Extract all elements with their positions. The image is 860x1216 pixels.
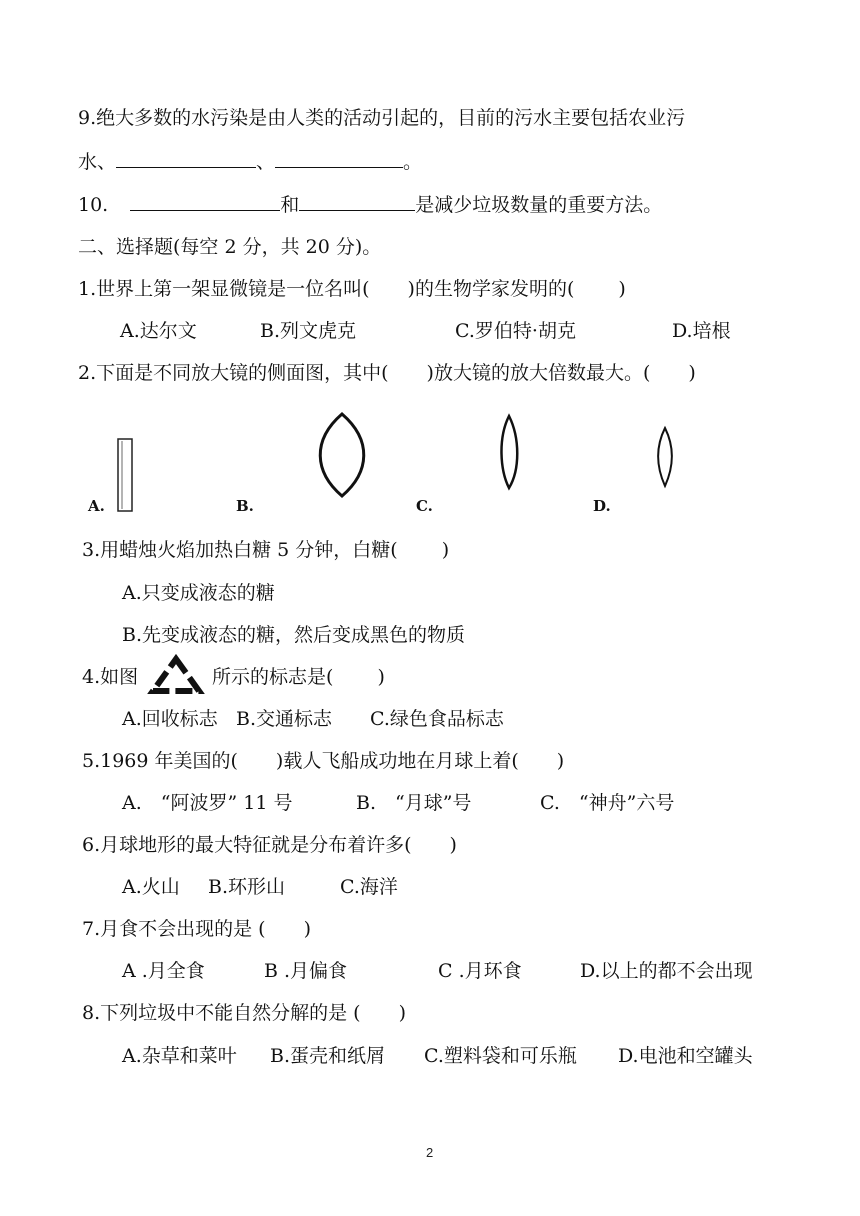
mc4-question-start: 4.如图 [82,666,139,688]
mc8-question: 8.下列垃圾中不能自然分解的是 ( ) [82,1002,406,1024]
lens-label-c[interactable]: C. [416,497,433,515]
recycle-symbol-icon [150,656,202,694]
mc2-question: 2.下面是不同放大镜的侧面图，其中( )放大镜的放大倍数最大。( ) [78,362,696,384]
lens-a-figure [112,435,142,515]
mc6-option-a[interactable]: A.火山 [122,876,180,898]
q9-blank-2[interactable] [275,149,403,168]
lens-label-b[interactable]: B. [236,497,254,515]
q10-rest: 是减少垃圾数量的重要方法。 [415,194,663,216]
lens-label-a[interactable]: A. [88,497,105,515]
mc8-option-a[interactable]: A.杂草和菜叶 [122,1045,237,1067]
mc5-option-b[interactable]: B. “月球”号 [356,792,472,814]
mc1-option-b[interactable]: B.列文虎克 [260,320,357,342]
mc4-option-a[interactable]: A.回收标志 [122,708,218,730]
mc5-option-a[interactable]: A. “阿波罗” 11 号 [122,792,293,814]
mc1-option-c[interactable]: C.罗伯特·胡克 [455,320,576,342]
q9-line2 [78,149,422,175]
q10-blank-1[interactable] [130,192,280,211]
lens-d-figure [652,426,678,488]
mc1-option-a[interactable]: A.达尔文 [120,320,197,342]
q10-and: 和 [280,194,300,216]
mc5-option-c[interactable]: C. “神舟”六号 [540,792,675,814]
mc3-option-a[interactable]: A.只变成液态的糖 [122,582,275,604]
mc8-option-d[interactable]: D.电池和空罐头 [618,1045,753,1067]
lens-c-figure [494,412,524,492]
mc6-option-c[interactable]: C.海洋 [340,876,398,898]
mc7-option-b[interactable]: B .月偏食 [264,960,348,982]
q9-line1: 9.绝大多数的水污染是由人类的活动引起的，目前的污水主要包括农业污 [78,107,686,129]
mc4-option-c[interactable]: C.绿色食品标志 [370,708,504,730]
lens-b-figure [312,410,372,500]
mc7-option-c[interactable]: C .月环食 [438,960,522,982]
mc6-option-b[interactable]: B.环形山 [208,876,286,898]
mc1-question: 1.世界上第一架显微镜是一位名叫( )的生物学家发明的( ) [78,278,626,300]
mc7-question: 7.月食不会出现的是 ( ) [82,918,311,940]
q10-line [78,192,662,218]
page-number: 2 [426,1145,434,1160]
mc8-option-c[interactable]: C.塑料袋和可乐瓶 [424,1045,577,1067]
mc8-option-b[interactable]: B.蛋壳和纸屑 [270,1045,386,1067]
mc6-question: 6.月球地形的最大特征就是分布着许多( ) [82,834,457,856]
q9-end: 。 [403,151,423,173]
mc1-option-d[interactable]: D.培根 [672,320,731,342]
q10-number: 10. [78,194,109,216]
mc3-question: 3.用蜡烛火焰加热白糖 5 分钟，白糖( ) [82,539,450,561]
mc3-option-b[interactable]: B.先变成液态的糖，然后变成黑色的物质 [122,624,466,646]
mc7-option-a[interactable]: A .月全食 [122,960,205,982]
lens-label-d[interactable]: D. [593,497,611,515]
mc4-question-end: 所示的标志是( ) [212,666,385,688]
section-2-heading: 二、选择题(每空 2 分，共 20 分)。 [78,236,382,258]
mc4-option-b[interactable]: B.交通标志 [236,708,333,730]
q9-sep: 、 [256,151,276,173]
q9-blank-1[interactable] [116,149,256,168]
mc7-option-d[interactable]: D.以上的都不会出现 [580,960,753,982]
q10-blank-2[interactable] [299,192,415,211]
mc5-question: 5.1969 年美国的( )载人飞船成功地在月球上着( ) [82,750,565,772]
q9-line2-start: 水、 [78,151,117,173]
